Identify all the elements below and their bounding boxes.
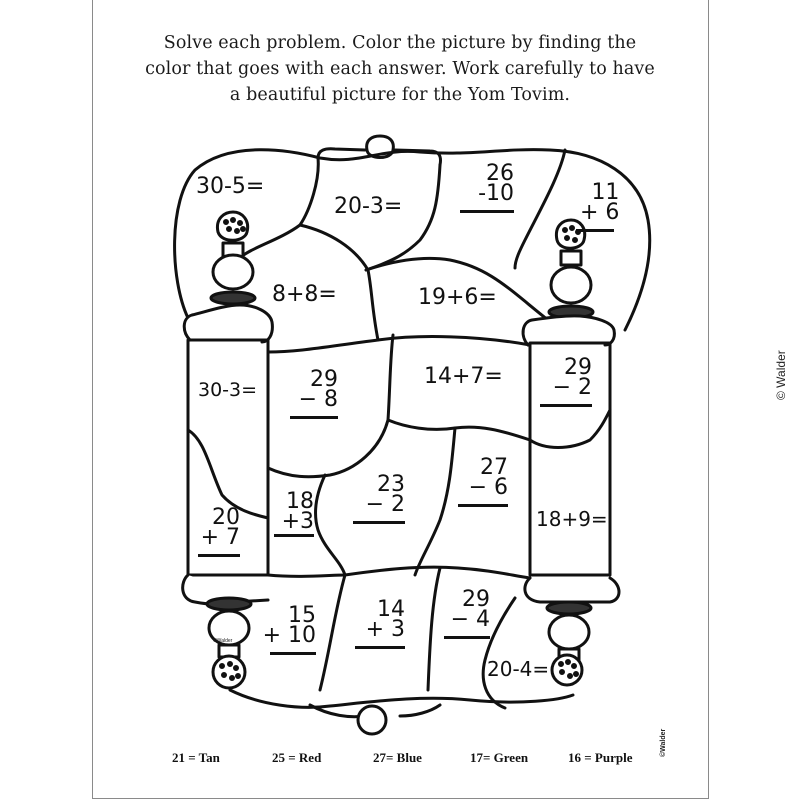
- color-key-tan: 21 = Tan: [172, 750, 220, 765]
- problem-15: 18+9=: [536, 507, 608, 531]
- problem-8-bottom: − 8: [298, 387, 338, 412]
- problem-1: 30-5=: [196, 174, 265, 199]
- answer-line: [270, 652, 316, 655]
- problem-10: [540, 355, 592, 407]
- problem-8: [290, 367, 338, 419]
- problem-16: [258, 603, 316, 655]
- copyright-bottom: ©Walder: [660, 728, 667, 757]
- problem-8-top: 29: [310, 367, 338, 392]
- answer-line: [540, 404, 592, 407]
- answer-line: [353, 521, 405, 524]
- answer-line: [290, 416, 338, 419]
- answer-line: [198, 554, 240, 557]
- problem-16-top: 15: [288, 603, 316, 628]
- problem-2: 20-3=: [334, 194, 403, 219]
- answer-line: [444, 636, 490, 639]
- answer-line: [355, 646, 405, 649]
- problem-12-top: 23: [377, 472, 405, 497]
- answer-line: [458, 504, 508, 507]
- problem-14-bottom: + 7: [200, 525, 240, 550]
- problem-10-bottom: − 2: [552, 375, 592, 400]
- problem-11-bottom: +3: [281, 509, 314, 534]
- instructions-line-3: a beautiful picture for the Yom Tovim.: [229, 85, 571, 105]
- problem-14-top: 20: [212, 505, 240, 530]
- problem-4-bottom: + 6: [580, 200, 620, 225]
- problem-9: 14+7=: [424, 364, 503, 389]
- problem-17: [355, 597, 405, 649]
- color-key-red: 25 = Red: [272, 750, 322, 765]
- answer-line: [274, 534, 314, 537]
- problem-17-top: 14: [377, 597, 405, 622]
- problem-14: [198, 505, 240, 557]
- answer-line: [460, 210, 514, 213]
- problem-16-bottom: + 10: [262, 623, 316, 648]
- copyright-side: © Walder: [774, 350, 788, 400]
- instructions-line-1: Solve each problem. Color the picture by finding the: [163, 33, 637, 53]
- problem-3-bottom: -10: [478, 181, 514, 206]
- problem-13-top: 27: [480, 455, 508, 480]
- problem-18-top: 29: [462, 587, 490, 612]
- problem-13: [458, 455, 508, 507]
- problem-18-bottom: − 4: [450, 607, 490, 632]
- problem-12-bottom: − 2: [365, 492, 405, 517]
- problem-11: [274, 489, 314, 537]
- problem-12: [337, 472, 405, 524]
- color-key-purple: 16 = Purple: [568, 750, 633, 765]
- problem-4-top: 11: [591, 180, 620, 205]
- copyright-handle: ©Walder: [213, 638, 233, 644]
- problem-11-top: 18: [286, 489, 314, 514]
- problem-7: 30-3=: [198, 379, 258, 401]
- left-bottom-finial: [213, 656, 245, 688]
- problem-3-top: 26: [486, 161, 514, 186]
- instructions-line-2: color that goes with each answer. Work carefully to have: [145, 59, 655, 79]
- color-key-blue: 27= Blue: [373, 750, 422, 765]
- problem-4: [580, 180, 620, 232]
- problem-18: [444, 587, 490, 639]
- answer-line: [576, 229, 614, 232]
- problem-3: [466, 161, 514, 213]
- problem-5: 8+8=: [272, 282, 337, 307]
- color-key-green: 17= Green: [470, 750, 529, 765]
- problem-10-top: 29: [564, 355, 592, 380]
- problem-6: 19+6=: [418, 285, 497, 310]
- problem-17-bottom: + 3: [365, 617, 405, 642]
- problem-19: 20-4=: [487, 657, 550, 681]
- problem-13-bottom: − 6: [468, 475, 508, 500]
